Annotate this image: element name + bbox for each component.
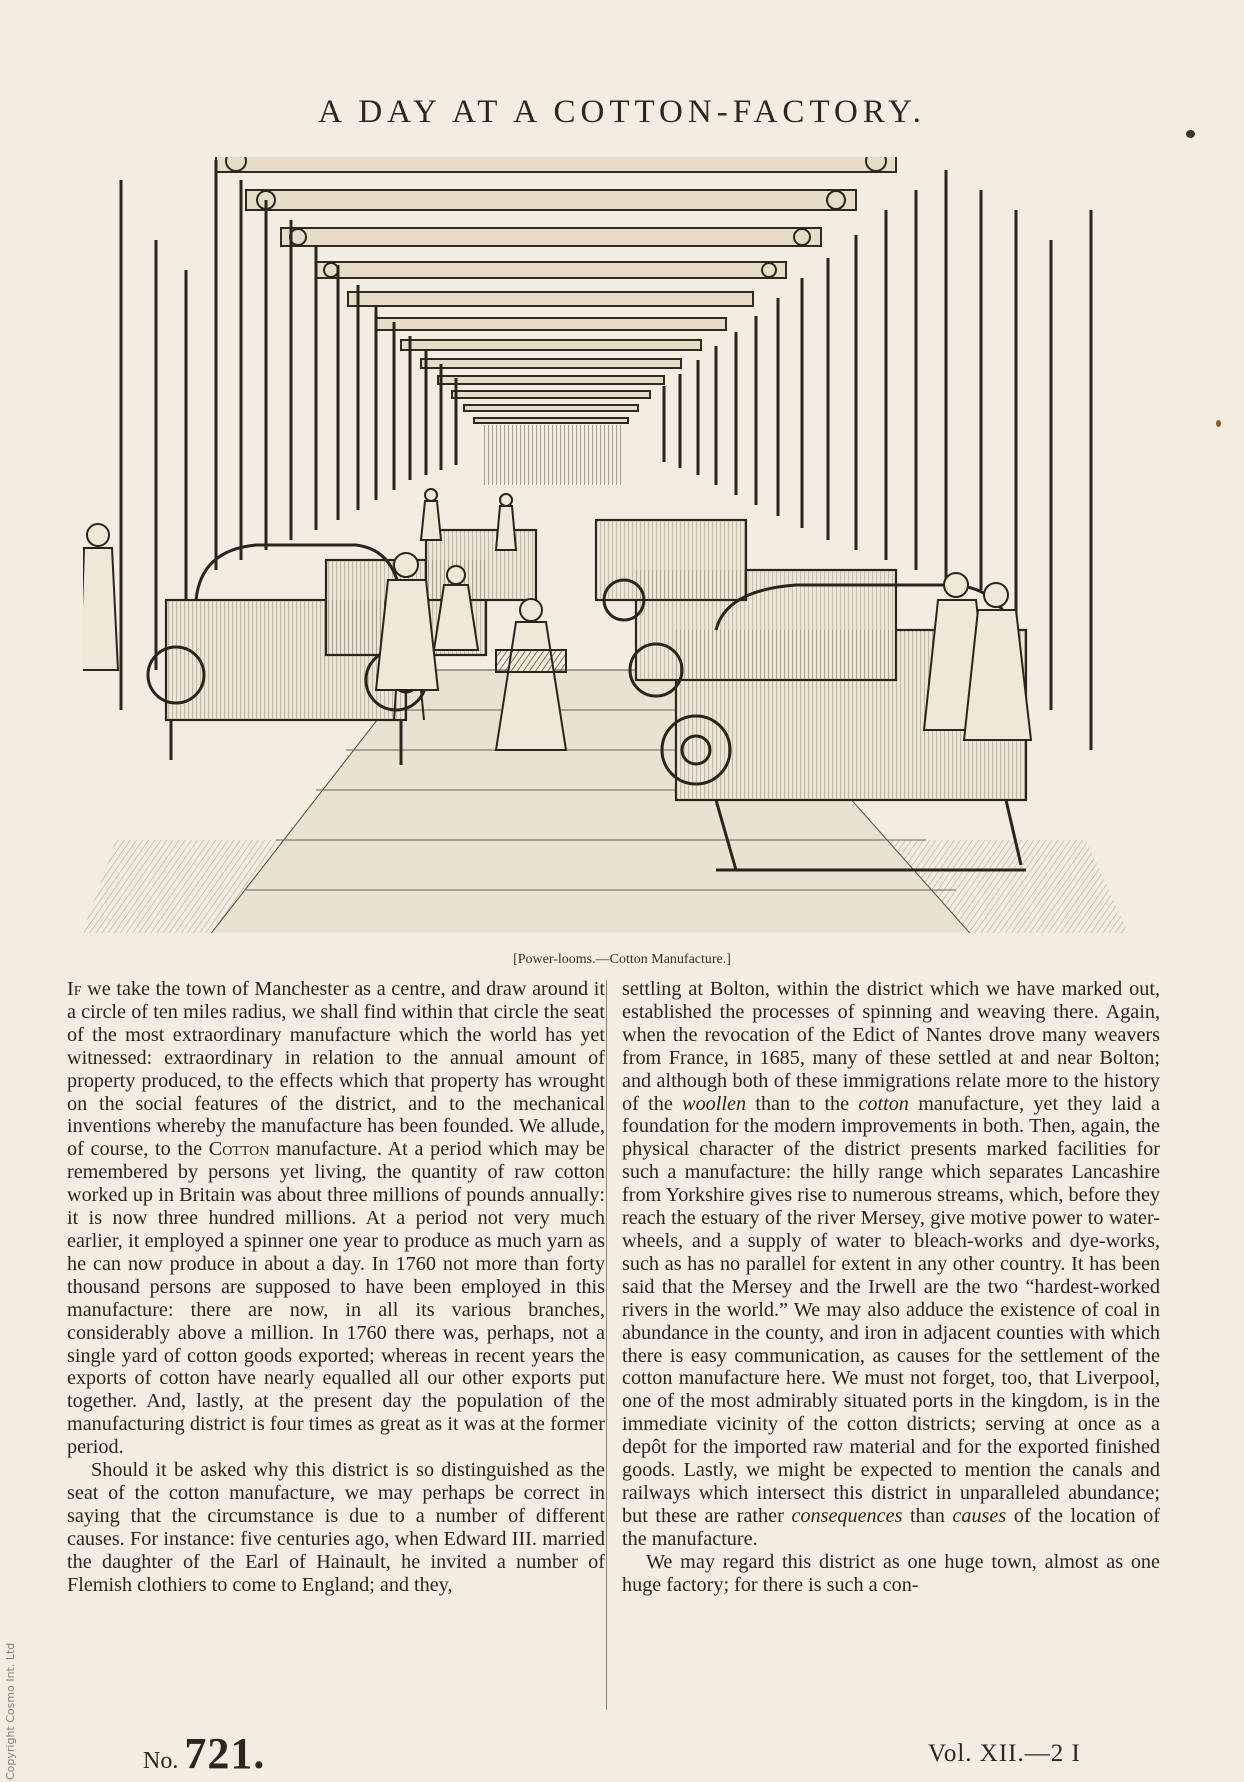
issue-number-label: No. bbox=[143, 1748, 179, 1774]
issue-number bbox=[143, 1728, 265, 1779]
paragraph-text: of the location of the manufacture. bbox=[622, 1504, 1160, 1550]
column-divider bbox=[606, 980, 607, 1710]
paragraph-text: than to the bbox=[755, 1092, 850, 1115]
paragraph: Should it be asked why this district is so distinguished as the seat of the cotton manufacture, we may perhaps be correct in saying that the circumstance is due to a number of different causes. For instance: five centuries ago, when Edward III. married the daughter of the Earl of Hainault, he invited a number of Flemish clothiers to come to England; and they, bbox=[67, 1459, 605, 1596]
drop-initial: If bbox=[67, 978, 82, 1000]
illustration-caption: [Power-looms.—Cotton Manufacture.] bbox=[513, 952, 731, 967]
article-title: A DAY AT A COTTON-FACTORY. bbox=[318, 94, 926, 130]
small-caps-word: Cotton bbox=[208, 1138, 270, 1161]
paragraph bbox=[67, 978, 605, 1459]
emphasis: woollen bbox=[682, 1092, 747, 1115]
paper-speck bbox=[1216, 420, 1221, 427]
article-column-left bbox=[67, 978, 605, 1596]
paper-speck bbox=[1186, 130, 1195, 138]
power-looms-engraving bbox=[76, 150, 1136, 940]
emphasis: causes bbox=[952, 1504, 1007, 1527]
volume-signature: Vol. XII.—2 I bbox=[928, 1740, 1081, 1767]
paragraph: We may regard this district as one huge town, almost as one huge factory; for there is such a con- bbox=[622, 1550, 1160, 1596]
emphasis: consequences bbox=[791, 1504, 903, 1527]
paragraph-text: we take the town of Manchester as a centre, and draw around it a circle of ten miles radius, we shall find within that circle the seat of the most extraordinary manufacture which the world has yet witnessed: extraordinary in relation to the annual amount of property produced, to the effects which that property has wrought on the social features of the district, and to the mechanical inventions whereby the manufacture has been founded. We allude, of course, to the bbox=[67, 978, 606, 1161]
issue-number-value: 721. bbox=[184, 1729, 266, 1778]
emphasis: cotton bbox=[858, 1092, 909, 1115]
paragraph-text: than bbox=[910, 1504, 945, 1527]
paragraph bbox=[622, 978, 1160, 1551]
copyright-watermark: Copyright Cosmo Int. Ltd bbox=[4, 1642, 17, 1780]
paragraph-text: manufacture. At a period which may be remembered by persons yet living, the quantity of raw cotton worked up in Britain was about three millions of pounds annually: it is now three hundred millions. At a period not very much earlier, it employed a spinner one year to produce as much yarn as he can now produce in about a day. In 1760 not more than forty thousand persons are supposed to have been employed in this manufacture: there are now, in all its various branches, considerably above a million. In 1760 there was, perhaps, not a single yard of cotton goods exported; whereas in recent years the exports of cotton have nearly equalled all our other exports put together. And, lastly, at the present day the population of the manufacturing district is four times as great as it was at the former period. bbox=[67, 1138, 605, 1459]
paragraph-text: settling at Bolton, within the district which we have marked out, established the processes of spinning and weaving there. Again, when the revocation of the Edict of Nantes drove many weavers from France, in 1685, many of these settled at and near Bolton; and although both of these immigrations relate more to the history of the bbox=[622, 978, 1160, 1115]
article-column-right bbox=[622, 978, 1160, 1596]
paragraph-text: manufacture, yet they laid a foundation for the modern improvements in both. Then, again, the physical character of the district presents marked facilities for such a manufacture: the hilly range which separates Lancashire from Yorkshire gives rise to numerous streams, which, before they reach the estuary of the river Mersey, give motive power to water-wheels, and a supply of water to bleach-works and dye-works, such as has no parallel for extent in any other country. It has been said that the Mersey and the Irwell are the two “hardest-worked rivers in the world.” We may also adduce the existence of coal in abundance in the county, and iron in adjacent counties with which there is easy communication, as causes for the settlement of the cotton manufacture here. We must not forget, too, that Liverpool, one of the most admirably situated ports in the kingdom, is in the immediate vicinity of the cotton districts; serving at once as a depôt for the imported raw material and for the exported finished goods. Lastly, we might be expected to mention the canals and railways which intersect this district in unparalleled abundance; but these are rather bbox=[622, 1092, 1161, 1527]
